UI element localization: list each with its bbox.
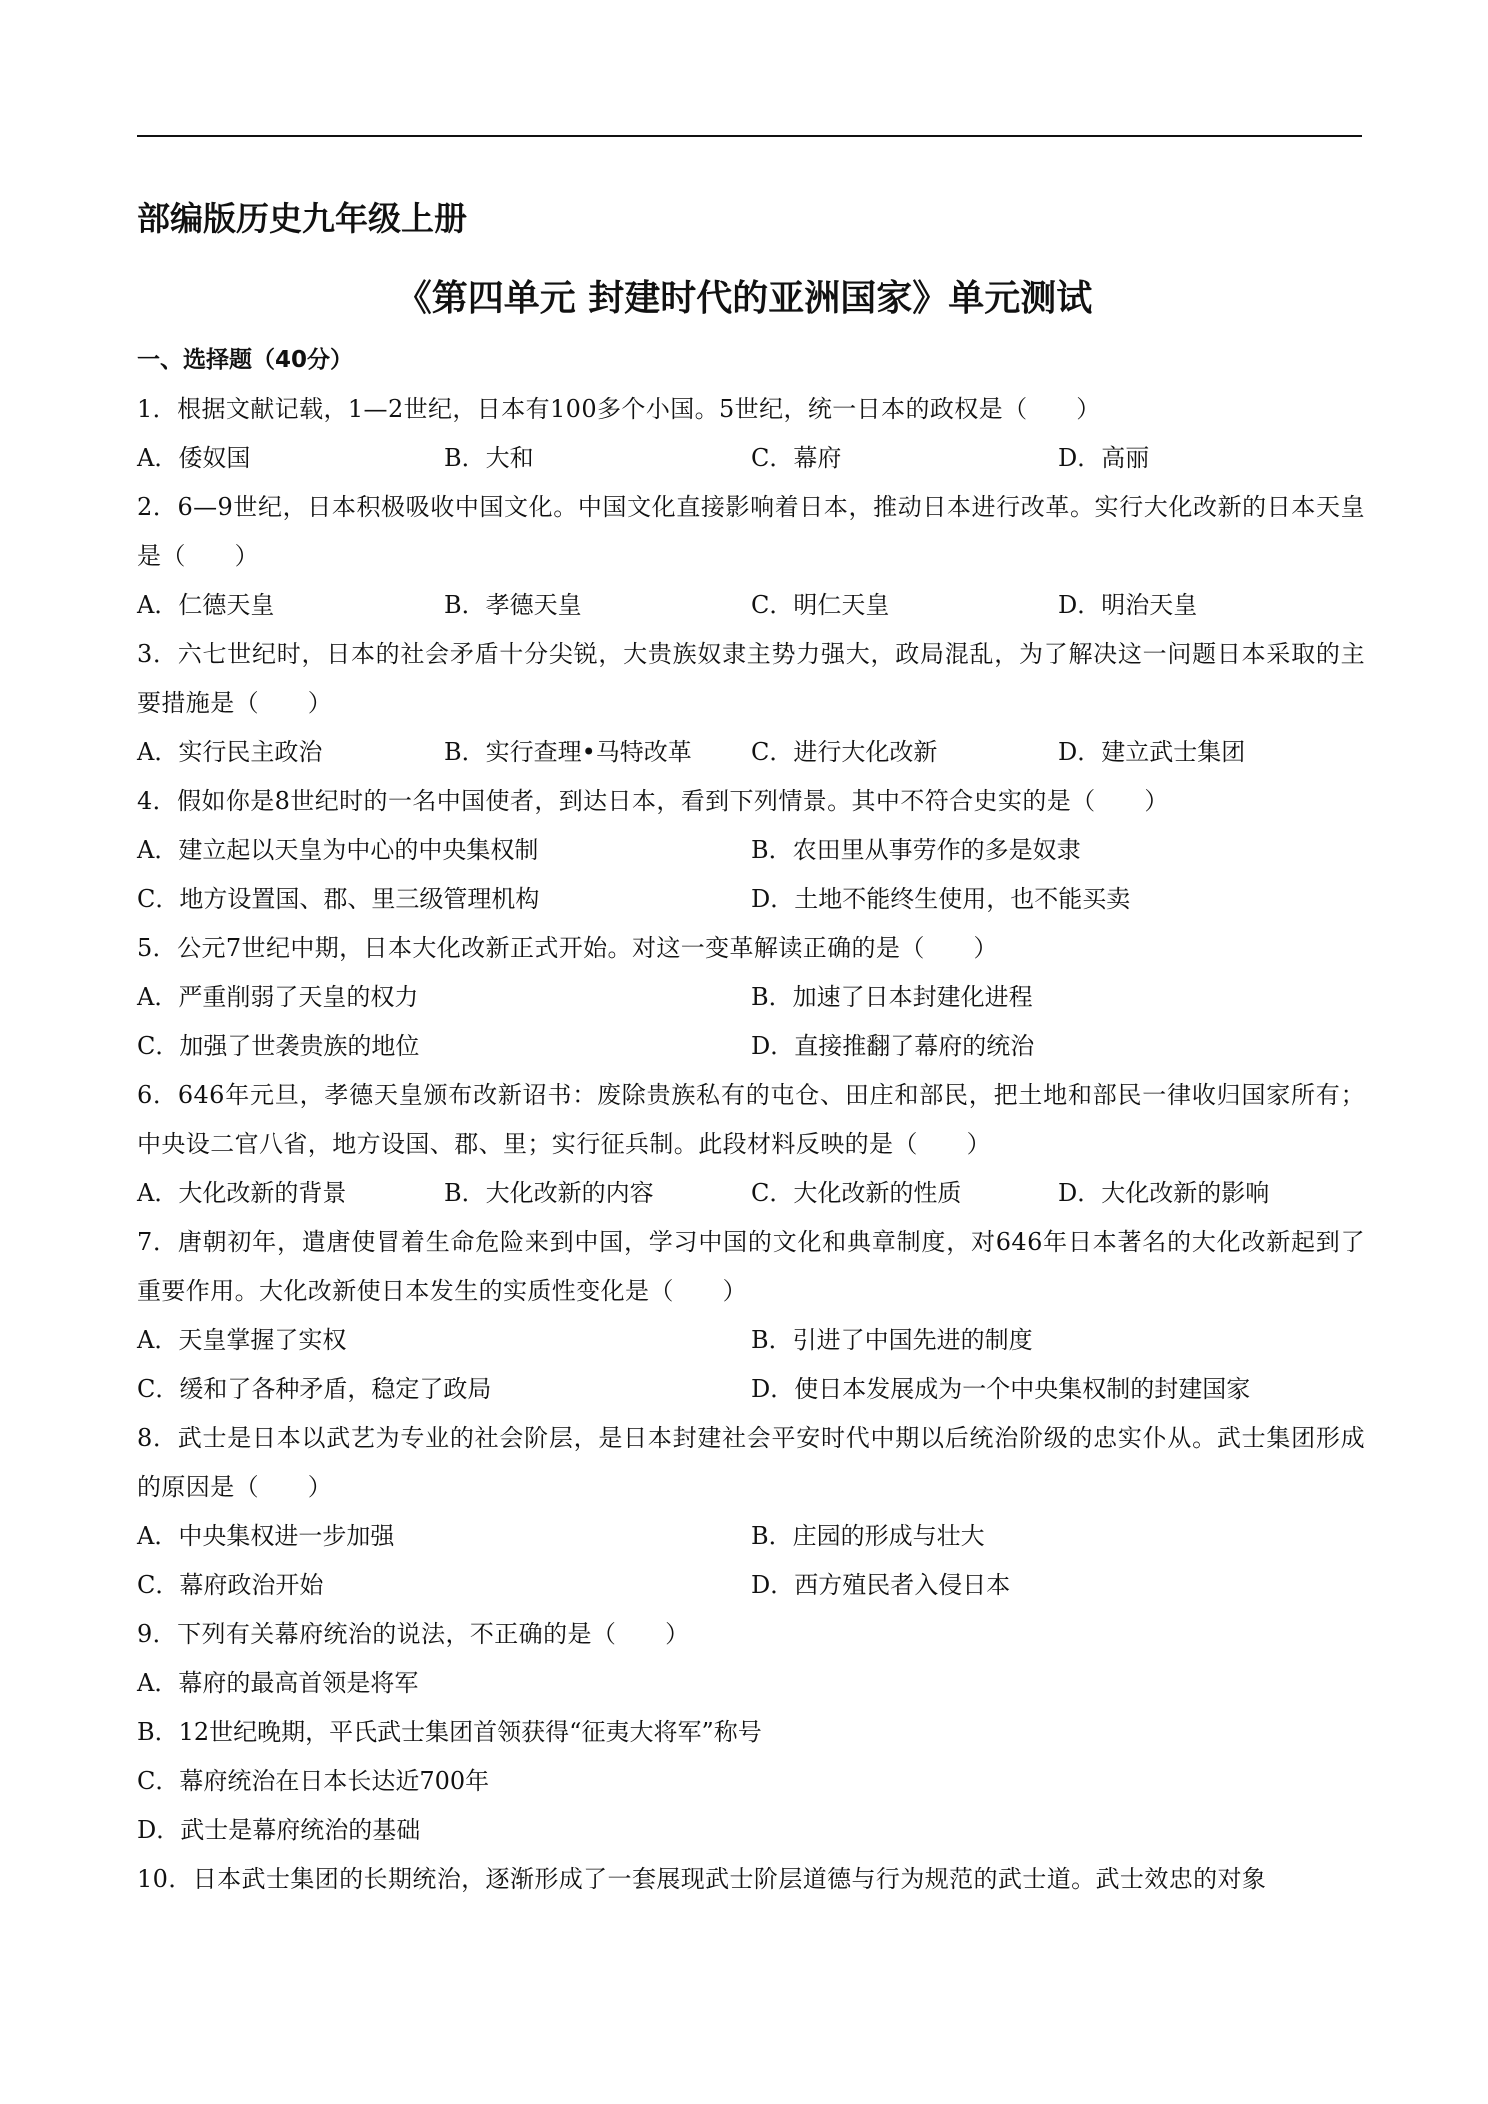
option-row bbox=[137, 1022, 1365, 1071]
option-row bbox=[137, 1316, 1365, 1365]
option-c: C．加强了世袭贵族的地位 bbox=[137, 1032, 420, 1060]
option-row bbox=[137, 1512, 1365, 1561]
option-row bbox=[137, 875, 1365, 924]
question-2 bbox=[137, 483, 1365, 630]
option-c: C．幕府 bbox=[751, 444, 842, 472]
option-a: A．中央集权进一步加强 bbox=[137, 1522, 395, 1550]
question-stem: 7．唐朝初年，遣唐使冒着生命危险来到中国，学习中国的文化和典章制度，对646年日本著名的大化改新起到了重要作用。大化改新使日本发生的实质性变化是（ ） bbox=[137, 1228, 1365, 1305]
option-d: D．大化改新的影响 bbox=[1058, 1179, 1270, 1207]
page-title: 《第四单元 封建时代的亚洲国家》单元测试 bbox=[395, 278, 1093, 319]
option-a: A．大化改新的背景 bbox=[137, 1179, 347, 1207]
option-row bbox=[137, 1561, 1365, 1610]
option-c: C．幕府统治在日本长达近700年 bbox=[137, 1767, 490, 1795]
option-a: A．实行民主政治 bbox=[137, 738, 323, 766]
question-stem: 3．六七世纪时，日本的社会矛盾十分尖锐，大贵族奴隶主势力强大，政局混乱，为了解决这一问题日本采取的主要措施是（ ） bbox=[137, 640, 1365, 717]
option-a: A．幕府的最高首领是将军 bbox=[137, 1669, 419, 1697]
option-c: C．缓和了各种矛盾，稳定了政局 bbox=[137, 1375, 492, 1403]
section-heading: 一、选择题（40分） bbox=[137, 347, 354, 373]
option-a: A．天皇掌握了实权 bbox=[137, 1326, 347, 1354]
option-c: C．明仁天皇 bbox=[751, 591, 890, 619]
option-a: A．建立起以天皇为中心的中央集权制 bbox=[137, 836, 539, 864]
question-stem: 8．武士是日本以武艺为专业的社会阶层，是日本封建社会平安时代中期以后统治阶级的忠实仆从。武士集团形成的原因是（ ） bbox=[137, 1424, 1365, 1501]
option-d: D．高丽 bbox=[1058, 444, 1150, 472]
option-row bbox=[137, 434, 1365, 483]
question-10 bbox=[137, 1855, 1365, 1904]
option-row bbox=[137, 1169, 1365, 1218]
question-stem: 2．6—9世纪，日本积极吸收中国文化。中国文化直接影响着日本，推动日本进行改革。实行大化改新的日本天皇是（ ） bbox=[137, 493, 1365, 570]
option-c: C．大化改新的性质 bbox=[751, 1179, 962, 1207]
question-1 bbox=[137, 385, 1365, 483]
option-a: A．倭奴国 bbox=[137, 444, 251, 472]
question-list bbox=[137, 385, 1365, 1904]
question-stem: 6．646年元旦，孝德天皇颁布改新诏书：废除贵族私有的屯仓、田庄和部民，把土地和部民一律收归国家所有；中央设二官八省，地方设国、郡、里；实行征兵制。此段材料反映的是（ ） bbox=[137, 1081, 1365, 1158]
option-b: B．庄园的形成与壮大 bbox=[751, 1522, 985, 1550]
option-row bbox=[137, 1365, 1365, 1414]
option-d: D．直接推翻了幕府的统治 bbox=[751, 1032, 1035, 1060]
option-row bbox=[137, 581, 1365, 630]
question-stem: 5．公元7世纪中期，日本大化改新正式开始。对这一变革解读正确的是（ ） bbox=[137, 934, 998, 962]
question-8 bbox=[137, 1414, 1365, 1610]
option-d: D．土地不能终生使用，也不能买卖 bbox=[751, 885, 1131, 913]
option-b: B．实行查理•马特改革 bbox=[444, 738, 692, 766]
option-d: D．使日本发展成为一个中央集权制的封建国家 bbox=[751, 1375, 1251, 1403]
question-9 bbox=[137, 1610, 1365, 1855]
option-row bbox=[137, 1806, 1365, 1855]
option-row bbox=[137, 1708, 1365, 1757]
question-stem: 10．日本武士集团的长期统治，逐渐形成了一套展现武士阶层道德与行为规范的武士道。武士效忠的对象 bbox=[137, 1865, 1267, 1893]
question-7 bbox=[137, 1218, 1365, 1414]
option-b: B．加速了日本封建化进程 bbox=[751, 983, 1033, 1011]
option-b: B．12世纪晚期，平氏武士集团首领获得“征夷大将军”称号 bbox=[137, 1718, 762, 1746]
question-3 bbox=[137, 630, 1365, 777]
question-stem: 4．假如你是8世纪时的一名中国使者，到达日本，看到下列情景。其中不符合史实的是（ ） bbox=[137, 787, 1169, 815]
option-row bbox=[137, 826, 1365, 875]
option-row bbox=[137, 973, 1365, 1022]
header-rule bbox=[137, 135, 1362, 137]
option-b: B．孝德天皇 bbox=[444, 591, 582, 619]
question-6 bbox=[137, 1071, 1365, 1218]
option-row bbox=[137, 728, 1365, 777]
option-b: B．农田里从事劳作的多是奴隶 bbox=[751, 836, 1081, 864]
question-stem: 1．根据文献记载，1—2世纪，日本有100多个小国。5世纪，统一日本的政权是（ ） bbox=[137, 395, 1101, 423]
option-c: C．进行大化改新 bbox=[751, 738, 938, 766]
question-4 bbox=[137, 777, 1365, 924]
option-a: A．仁德天皇 bbox=[137, 591, 275, 619]
option-b: B．大化改新的内容 bbox=[444, 1179, 654, 1207]
option-d: D．武士是幕府统治的基础 bbox=[137, 1816, 421, 1844]
option-b: B．大和 bbox=[444, 444, 534, 472]
option-a: A．严重削弱了天皇的权力 bbox=[137, 983, 419, 1011]
option-b: B．引进了中国先进的制度 bbox=[751, 1326, 1033, 1354]
option-c: C．地方设置国、郡、里三级管理机构 bbox=[137, 885, 540, 913]
option-c: C．幕府政治开始 bbox=[137, 1571, 324, 1599]
option-d: D．西方殖民者入侵日本 bbox=[751, 1571, 1011, 1599]
option-row bbox=[137, 1659, 1365, 1708]
option-row bbox=[137, 1757, 1365, 1806]
question-5 bbox=[137, 924, 1365, 1071]
question-stem: 9．下列有关幕府统治的说法，不正确的是（ ） bbox=[137, 1620, 690, 1648]
option-d: D．建立武士集团 bbox=[1058, 738, 1246, 766]
option-d: D．明治天皇 bbox=[1058, 591, 1198, 619]
header-title: 部编版历史九年级上册 bbox=[137, 199, 467, 238]
